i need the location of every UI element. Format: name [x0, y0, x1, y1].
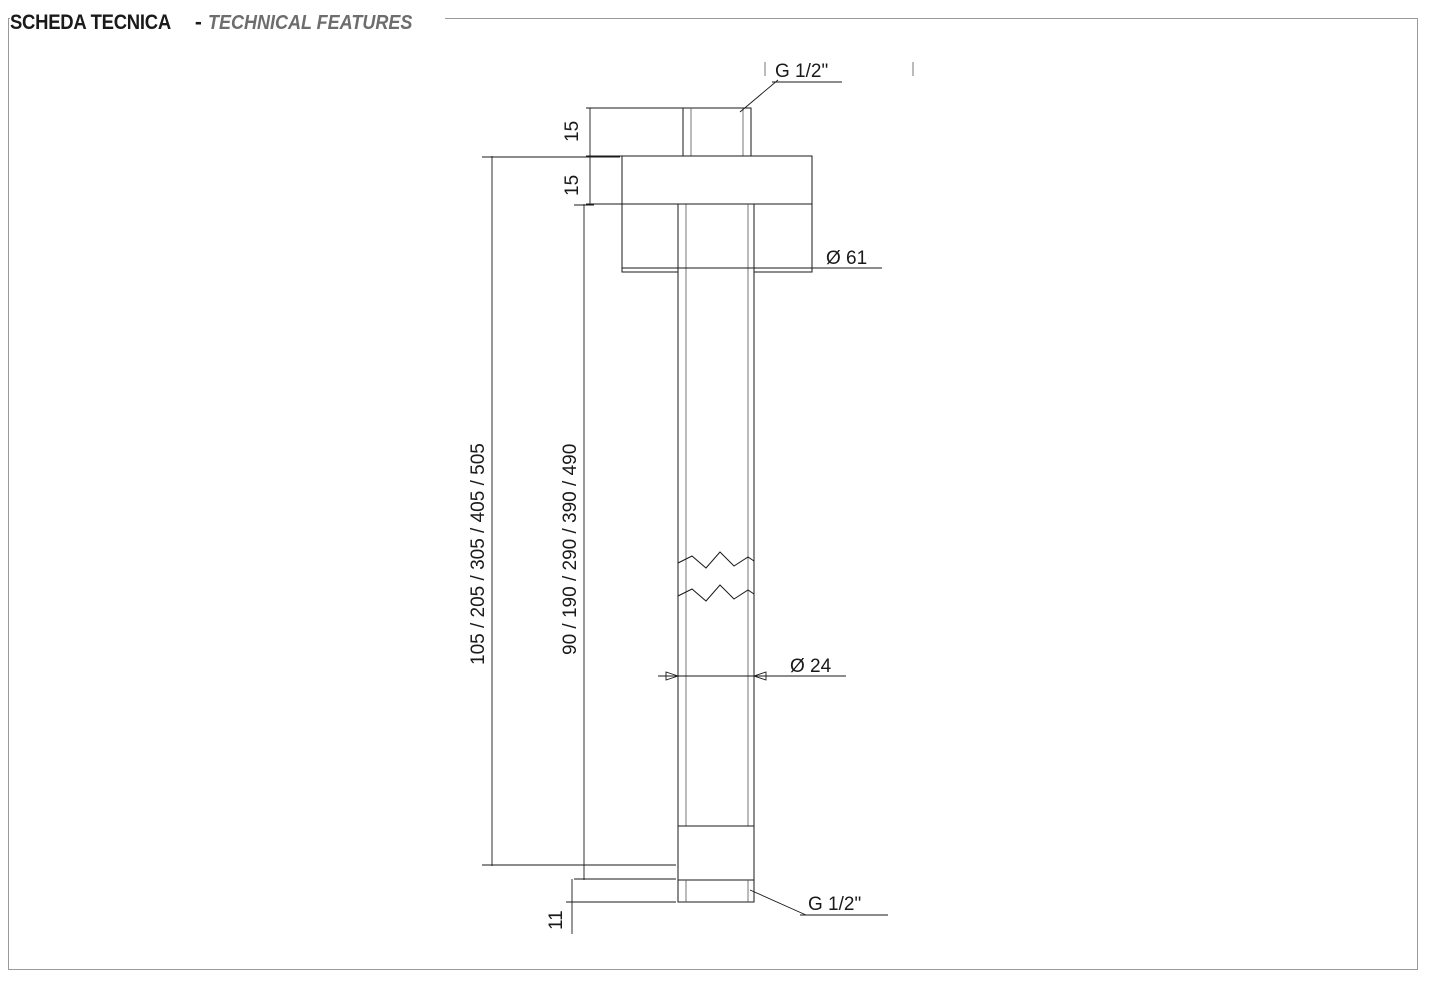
- label-thread-bottom: G 1/2": [808, 894, 862, 915]
- leader-thread-bottom: [750, 890, 806, 915]
- page-title-italian: SCHEDA TECNICA: [10, 11, 171, 34]
- page-title-english: TECHNICAL FEATURES: [207, 11, 413, 34]
- bottom-thread-body: [678, 880, 754, 902]
- label-tube-length: 90 / 190 / 290 / 390 / 490: [560, 443, 581, 655]
- page-header: [10, 8, 445, 38]
- flange-upper-plate: [622, 156, 812, 204]
- dimension-tube-length: [560, 204, 676, 880]
- main-tube: [678, 204, 754, 880]
- label-thread-top: G 1/2": [775, 61, 829, 82]
- label-flange-diameter: Ø 61: [826, 248, 868, 269]
- leader-thread-top: [740, 80, 778, 112]
- dimension-height-15-upper: [562, 108, 690, 156]
- label-bottom-11: 11: [546, 910, 567, 930]
- title-separator: -: [194, 11, 202, 34]
- dimension-thread-bottom: [750, 890, 888, 915]
- label-height-15-lower: 15: [562, 174, 583, 196]
- dimension-thread-top: [740, 61, 913, 112]
- bottom-sleeve: [678, 826, 754, 880]
- top-thread-body: [683, 108, 751, 156]
- label-tube-diameter: Ø 24: [790, 656, 832, 677]
- dimension-bottom-11: [546, 879, 676, 934]
- label-height-15-upper: 15: [562, 120, 583, 142]
- product-outline: [622, 108, 812, 902]
- label-overall-length: 105 / 205 / 305 / 405 / 505: [468, 443, 489, 665]
